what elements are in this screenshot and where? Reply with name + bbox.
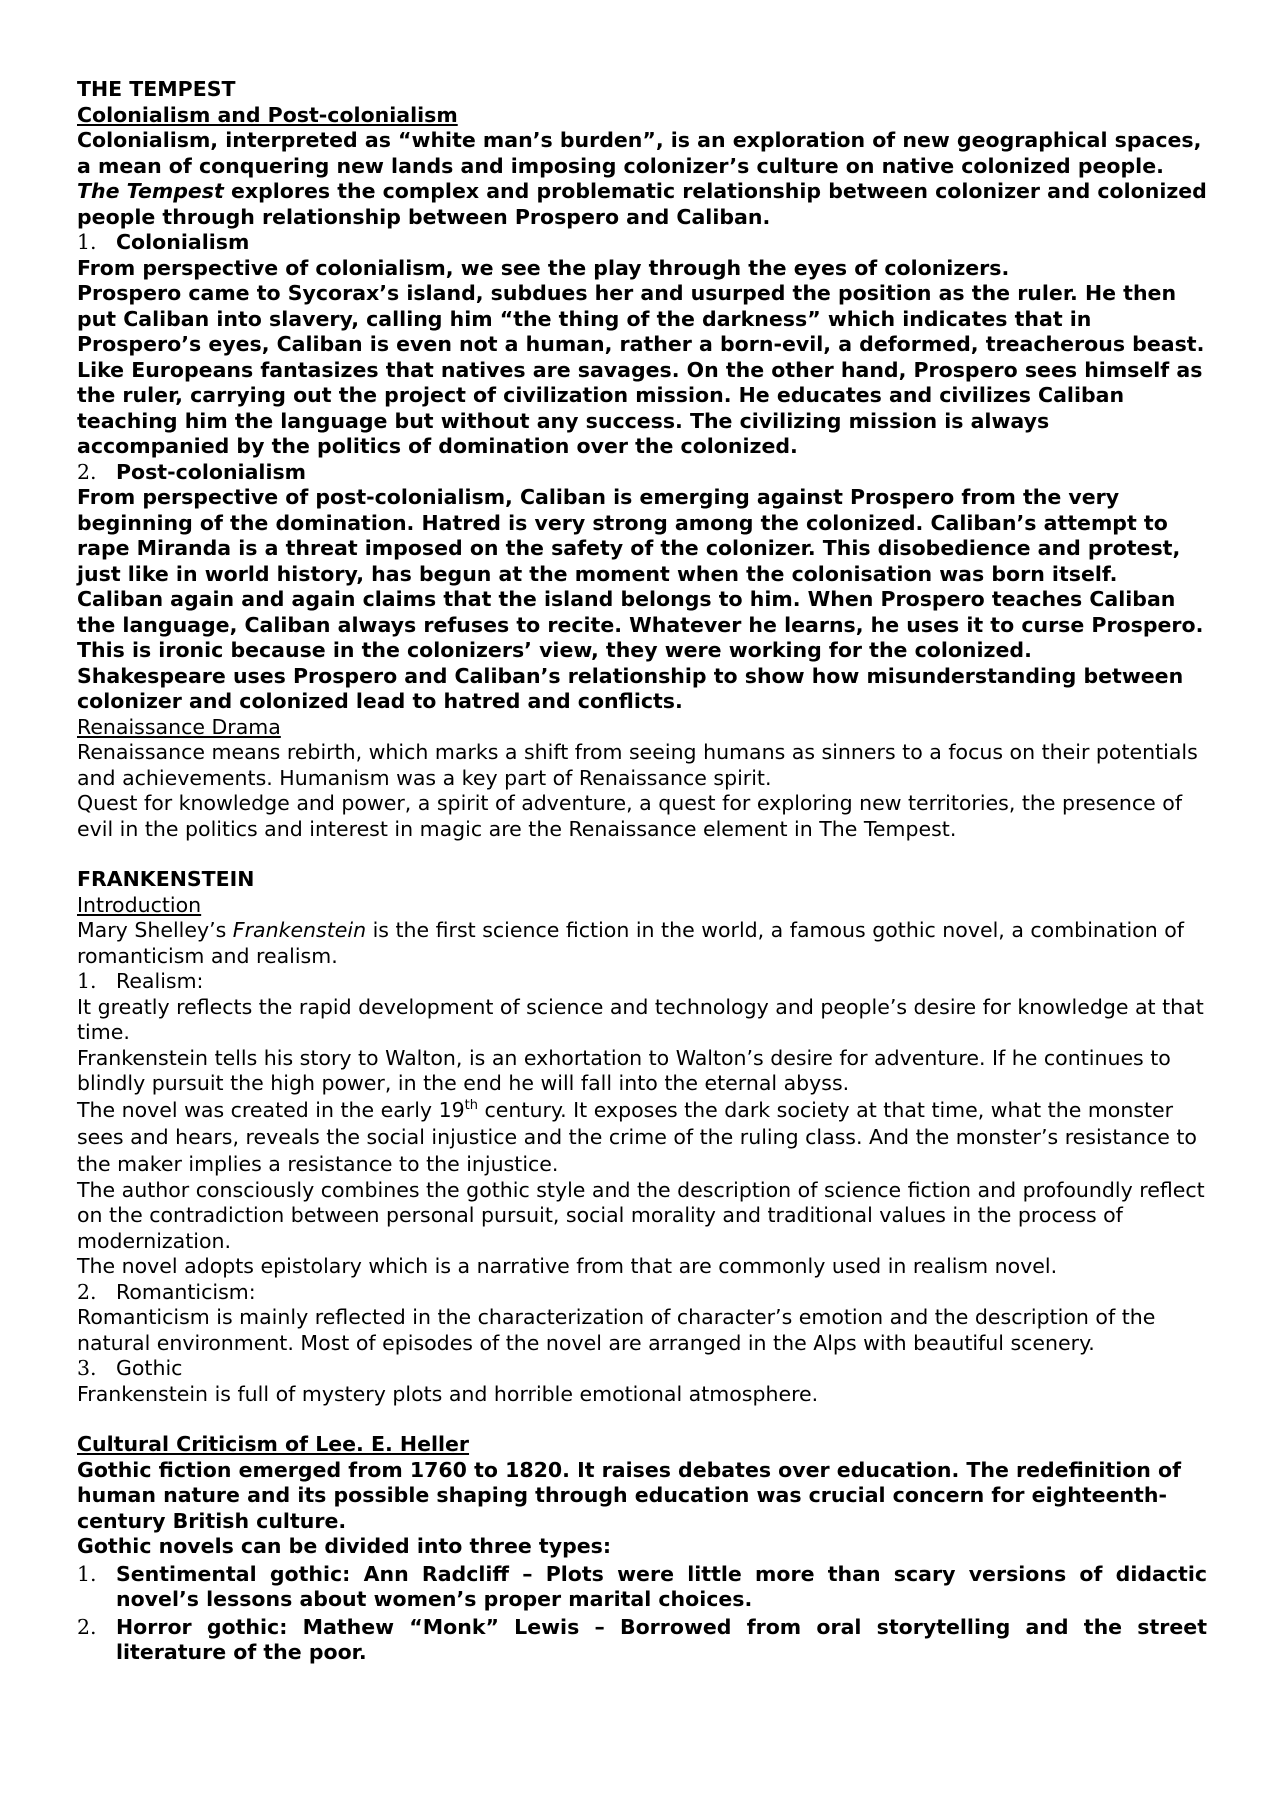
tempest-subtitle: Colonialism and Post-colonialism [77,102,458,127]
tempest-colonialism-p2: Prospero came to Sycorax’s island, subdues her and usurped the position as the ruler. He then put Caliban into slavery, calling him “the thing of the darkness” which indicates that in Prospero’s eyes, Caliban is even not a human, rather a born-evil, a deformed, treacherous beast. Like Europeans fantasizes that natives are savages. On the other hand, Prospero sees himself as the ruler, carrying out the project of civilization mission. He educates and civilizes Caliban teaching him the language but without any success. The civilizing mission is always accompanied by the politics of domination over the colonized. [77,281,1205,458]
tempest-intro-a: Colonialism, interpreted as “white man’s burden”, is an exploration of new geographical spaces, a mean of conquering new lands and imposing colonizer’s culture on native colonized people. [77,128,1202,178]
superscript: th [464,1097,479,1113]
renaissance-p2: Quest for knowledge and power, a spirit of adventure, a quest for exploring new territories, the presence of evil in the politics and interest in magic are the Renaissance element in The Tempest. [77,791,1183,841]
frankenstein-section [77,867,1207,1407]
document-page [77,77,1207,1666]
tempest-intro-b: explores the complex and problematic relationship between colonizer and colonized people through relationship between Prospero and Caliban. [77,179,1207,229]
tempest-intro [77,128,1207,230]
tempest-colonialism-p1: From perspective of colonialism, we see the play through the eyes of colonizers. [77,255,1010,280]
list-item [77,1615,1207,1666]
section-number: 2. [77,1279,97,1304]
realism-p3-b: century. It exposes the dark society at that time, what the monster sees and hears, reveals the social injustice and the crime of the ruling class. And the monster’s resistance to the maker implies a resistance to the injustice. [77,1097,1197,1176]
heller-section [77,1432,1207,1666]
realism-p3-a: The novel was created in the early 19 [77,1097,465,1122]
romanticism-heading [77,1280,1207,1306]
section-title: Realism: [116,969,204,993]
frankenstein-title: FRANKENSTEIN [77,867,255,891]
section-title: Romanticism: [116,1279,256,1304]
tempest-intro-italic: The Tempest [77,179,224,203]
renaissance-p1: Renaissance means rebirth, which marks a shift from seeing humans as sinners to a focus on their potentials and achievements. Humanism was a key part of Renaissance spirit. [77,740,1198,790]
frankenstein-intro-a: Mary Shelley’s [77,918,233,942]
list-item-number: 2. [77,1614,97,1639]
realism-p4: The author consciously combines the gothic style and the description of science fiction and profoundly reflect on the contradiction between personal pursuit, social morality and traditional values in the process of modernization. [77,1177,1205,1253]
section-number: 3. [77,1356,97,1380]
tempest-title: THE TEMPEST [77,77,236,101]
spacer [77,842,1207,867]
realism-heading [77,969,1207,995]
frankenstein-intro-title: Introduction [77,892,202,917]
section-title: Colonialism [116,230,250,254]
renaissance-title: Renaissance Drama [77,714,281,739]
realism-p3 [77,1097,1207,1178]
realism-p2: Frankenstein tells his story to Walton, is an exhortation to Walton’s desire for adventure. If he continues to blindly pursuit the high power, in the end he will fall into the eternal abyss. [77,1045,1171,1095]
section-number: 2. [77,459,97,484]
list-item-text: Horror gothic: Mathew “Monk” Lewis – Borrowed from oral storytelling and the street literature of the poor. [116,1614,1207,1664]
frankenstein-intro [77,918,1207,969]
list-item-text: Sentimental gothic: Ann Radcliff – Plots were little more than scary versions of didactic novel’s lessons about women’s proper marital choices. [116,1561,1207,1611]
frankenstein-intro-italic: Frankenstein [232,918,367,942]
realism-p1: It greatly reflects the rapid development of science and technology and people’s desire for knowledge at that time. [77,994,1204,1044]
tempest-postcolonialism-p2: Shakespeare uses Prospero and Caliban’s relationship to show how misunderstanding between colonizer and colonized lead to hatred and conflicts. [77,663,1184,713]
gothic-heading [77,1356,1207,1382]
tempest-postcolonialism-p1: From perspective of post-colonialism, Caliban is emerging against Prospero from the very beginning of the domination. Hatred is very strong among the colonized. Caliban’s attempt to rape Miranda is a threat imposed on the safety of the colonizer. This disobedience and protest, just like in world history, has begun at the moment when the colonisation was born itself. Caliban again and again claims that the island belongs to him. When Prospero teaches Caliban the language, Caliban always refuses to recite. Whatever he learns, he uses it to curse Prospero. This is ironic because in the colonizers’ view, they were working for the colonized. [77,485,1204,662]
section-title: Gothic [116,1356,183,1380]
tempest-section-1-heading [77,230,1207,256]
section-number: 1. [77,969,97,993]
section-number: 1. [77,230,97,254]
tempest-section-2-heading [77,460,1207,486]
list-item-number: 1. [77,1561,97,1586]
heller-p1: Gothic fiction emerged from 1760 to 1820. It raises debates over education. The redefinition of human nature and its possible shaping through education was crucial concern for eighteenth-century British culture. [77,1457,1182,1533]
tempest-section [77,77,1207,842]
gothic-p1: Frankenstein is full of mystery plots and horrible emotional atmosphere. [77,1381,819,1406]
section-title: Post-colonialism [116,459,307,484]
realism-p5: The novel adopts epistolary which is a narrative from that are commonly used in realism novel. [77,1254,1058,1278]
list-item [77,1562,1207,1613]
frankenstein-intro-b: is the first science fiction in the world, a famous gothic novel, a combination of romanticism and realism. [77,918,1184,968]
heller-p2: Gothic novels can be divided into three types: [77,1534,612,1558]
heller-title: Cultural Criticism of Lee. E. Heller [77,1432,470,1456]
spacer [77,1407,1207,1432]
romanticism-p1: Romanticism is mainly reflected in the characterization of character’s emotion and the description of the natural environment. Most of episodes of the novel are arranged in the Alps with beautiful scenery. [77,1305,1156,1355]
